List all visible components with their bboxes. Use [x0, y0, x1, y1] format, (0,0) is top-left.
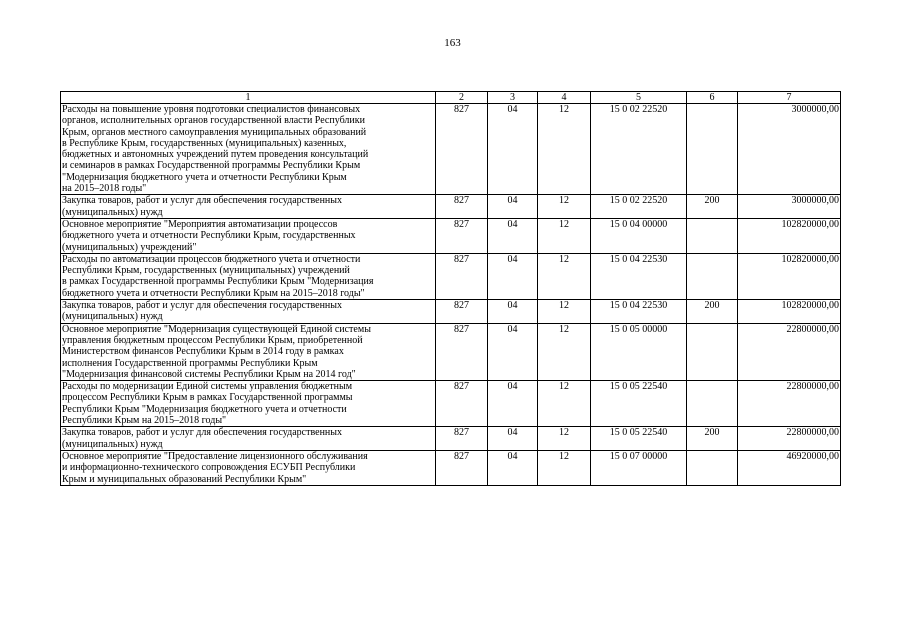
subsection-code: 12: [538, 323, 591, 380]
expense-type-code: 200: [687, 427, 738, 451]
column-header-4: 4: [538, 92, 591, 104]
target-article-code: 15 0 07 00000: [591, 450, 687, 485]
table-row: [61, 253, 841, 299]
target-article-code: 15 0 02 22520: [591, 104, 687, 195]
subsection-code: 12: [538, 300, 591, 324]
section-code: 04: [488, 218, 538, 253]
section-code: 04: [488, 450, 538, 485]
table-row: [61, 218, 841, 253]
expense-type-code: 200: [687, 300, 738, 324]
expense-name: Закупка товаров, работ и услуг для обеспечения государственных (муниципальных) нужд: [61, 427, 436, 451]
expense-name: Основное мероприятие "Мероприятия автоматизации процессов бюджетного учета и отчетности Республики Крым, государственных (муниципальных) учреждений": [61, 218, 436, 253]
section-code: 04: [488, 427, 538, 451]
section-code: 04: [488, 300, 538, 324]
section-code: 04: [488, 253, 538, 299]
column-header-7: 7: [738, 92, 841, 104]
column-header-5: 5: [591, 92, 687, 104]
table-row: [61, 300, 841, 324]
expense-type-code: [687, 323, 738, 380]
section-code: 04: [488, 381, 538, 427]
target-article-code: 15 0 04 22530: [591, 300, 687, 324]
table-row: [61, 195, 841, 219]
budget-table: [60, 91, 841, 486]
subsection-code: 12: [538, 104, 591, 195]
table-row: [61, 427, 841, 451]
expense-name: Расходы на повышение уровня подготовки специалистов финансовых органов, исполнительных органов государственной власти Республики Крым, органов местного самоуправления муниципальных образований в Республике Крым, государственных (муниципальных) казенных, бюджетных и автономных учреждений путем проведения консультаций и семинаров в рамках Государственной программы Республики Крым "Модернизация бюджетного учета и отчетности Республики Крым на 2015–2018 годы": [61, 104, 436, 195]
ministry-code: 827: [436, 218, 488, 253]
expense-name: Расходы по модернизации Единой системы управления бюджетным процессом Республики Крым в рамках Государственной программы Республики Крым "Модернизация бюджетного учета и отчетности Республики Крым на 2015–2018 годы": [61, 381, 436, 427]
subsection-code: 12: [538, 450, 591, 485]
expense-type-code: [687, 104, 738, 195]
target-article-code: 15 0 02 22520: [591, 195, 687, 219]
ministry-code: 827: [436, 253, 488, 299]
expense-type-code: [687, 381, 738, 427]
expense-name: Закупка товаров, работ и услуг для обеспечения государственных (муниципальных) нужд: [61, 195, 436, 219]
expense-type-code: [687, 218, 738, 253]
table-row: [61, 381, 841, 427]
table-row: [61, 323, 841, 380]
column-header-1: 1: [61, 92, 436, 104]
ministry-code: 827: [436, 450, 488, 485]
target-article-code: 15 0 04 22530: [591, 253, 687, 299]
amount: 22800000,00: [738, 427, 841, 451]
amount: 22800000,00: [738, 381, 841, 427]
section-code: 04: [488, 104, 538, 195]
table-row: [61, 450, 841, 485]
expense-name: Основное мероприятие "Предоставление лицензионного обслуживания и информационно-технического сопровождения ЕСУБП Республики Крым и муниципальных образований Республики Крым": [61, 450, 436, 485]
header-row: [61, 92, 841, 104]
page-number: 163: [444, 37, 461, 49]
section-code: 04: [488, 195, 538, 219]
ministry-code: 827: [436, 104, 488, 195]
subsection-code: 12: [538, 218, 591, 253]
expense-name: Расходы по автоматизации процессов бюджетного учета и отчетности Республики Крым, государственных (муниципальных) учреждений в рамках Государственной программы Республики Крым "Модернизация бюджетного учета и отчетности Республики Крым на 2015–2018 годы": [61, 253, 436, 299]
ministry-code: 827: [436, 195, 488, 219]
subsection-code: 12: [538, 427, 591, 451]
subsection-code: 12: [538, 195, 591, 219]
table-row: [61, 104, 841, 195]
column-header-2: 2: [436, 92, 488, 104]
target-article-code: 15 0 05 00000: [591, 323, 687, 380]
amount: 22800000,00: [738, 323, 841, 380]
amount: 3000000,00: [738, 104, 841, 195]
expense-name: Закупка товаров, работ и услуг для обеспечения государственных (муниципальных) нужд: [61, 300, 436, 324]
ministry-code: 827: [436, 323, 488, 380]
expense-type-code: [687, 450, 738, 485]
target-article-code: 15 0 05 22540: [591, 427, 687, 451]
section-code: 04: [488, 323, 538, 380]
subsection-code: 12: [538, 381, 591, 427]
column-header-3: 3: [488, 92, 538, 104]
expense-name: Основное мероприятие "Модернизация существующей Единой системы управления бюджетным процессом Республики Крым, приобретенной Министерством финансов Республики Крым в 2014 году в рамках исполнения Государственной программы Республики Крым "Модернизация финансовой системы Республики Крым на 2014 год": [61, 323, 436, 380]
amount: 102820000,00: [738, 253, 841, 299]
expense-type-code: 200: [687, 195, 738, 219]
amount: 3000000,00: [738, 195, 841, 219]
ministry-code: 827: [436, 427, 488, 451]
ministry-code: 827: [436, 300, 488, 324]
column-header-6: 6: [687, 92, 738, 104]
subsection-code: 12: [538, 253, 591, 299]
amount: 102820000,00: [738, 300, 841, 324]
expense-type-code: [687, 253, 738, 299]
ministry-code: 827: [436, 381, 488, 427]
amount: 102820000,00: [738, 218, 841, 253]
target-article-code: 15 0 05 22540: [591, 381, 687, 427]
target-article-code: 15 0 04 00000: [591, 218, 687, 253]
amount: 46920000,00: [738, 450, 841, 485]
